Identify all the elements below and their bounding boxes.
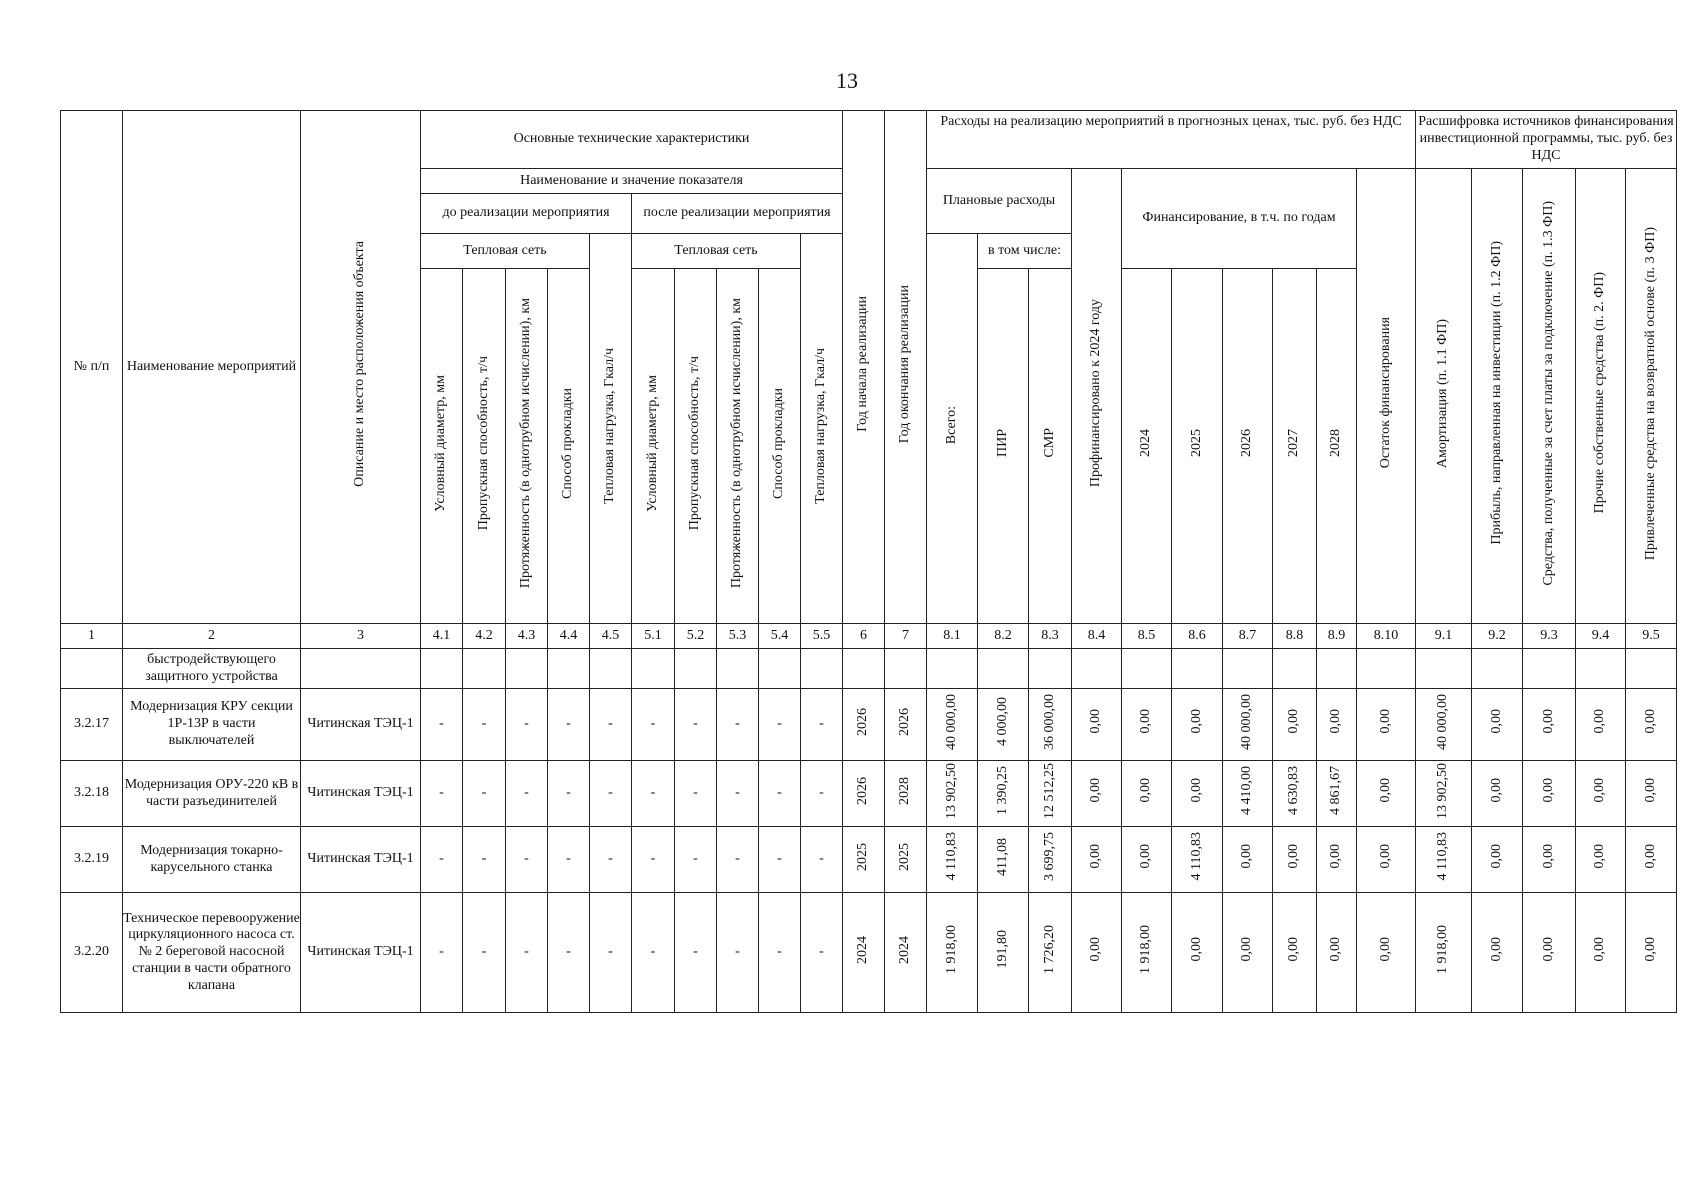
value-year-end: 2026: [885, 689, 927, 761]
tech-value: -: [801, 689, 843, 761]
column-number: 4.5: [590, 624, 632, 649]
column-number: 4.2: [463, 624, 506, 649]
value-remainder: 0,00: [1357, 893, 1416, 1013]
header-connection: Средства, полученные за счет платы за подключение (п. 1.3 ФП): [1523, 169, 1576, 624]
value-borrowed: 0,00: [1626, 689, 1677, 761]
table-row: [61, 827, 1677, 893]
tech-value: -: [801, 761, 843, 827]
header-incl: в том числе:: [978, 234, 1072, 269]
value-year-end: 2024: [885, 893, 927, 1013]
continuation-name: быстродействующего защитного устройства: [123, 649, 301, 689]
value-prefinanced: 0,00: [1072, 689, 1122, 761]
value-prefinanced: 0,00: [1072, 893, 1122, 1013]
header-smr: СМР: [1029, 269, 1072, 624]
value-total: 1 918,00: [927, 893, 978, 1013]
value-other-own: 0,00: [1576, 827, 1626, 893]
column-number: 8.10: [1357, 624, 1416, 649]
value-remainder: 0,00: [1357, 689, 1416, 761]
value-y2026: 0,00: [1223, 893, 1273, 1013]
value-connection: 0,00: [1523, 827, 1576, 893]
header-pir: ПИР: [978, 269, 1029, 624]
tech-value: -: [675, 689, 717, 761]
tech-value: -: [548, 761, 590, 827]
header-heat-load-before: Тепловая нагрузка, Гкал/ч: [590, 234, 632, 624]
row-name: Модернизация ОРУ-220 кВ в части разъединителей: [123, 761, 301, 827]
header-heat-network-after: Тепловая сеть: [632, 234, 801, 269]
tech-value: -: [675, 893, 717, 1013]
column-number: 9.5: [1626, 624, 1677, 649]
header-name: Наименование мероприятий: [123, 111, 301, 624]
value-y2027: 0,00: [1273, 893, 1317, 1013]
row-name: Техническое перевооружение циркуляционного насоса ст. № 2 береговой насосной станции в части обратного клапана: [123, 893, 301, 1013]
value-amort: 4 110,83: [1416, 827, 1472, 893]
header-diameter-before: Условный диаметр, мм: [421, 269, 463, 624]
header-indicator-group: Наименование и значение показателя: [421, 169, 843, 194]
tech-value: -: [632, 761, 675, 827]
value-prefinanced: 0,00: [1072, 761, 1122, 827]
row-name: Модернизация токарно-карусельного станка: [123, 827, 301, 893]
header-2025: 2025: [1172, 269, 1223, 624]
column-number: 8.4: [1072, 624, 1122, 649]
value-pir: 4 000,00: [978, 689, 1029, 761]
column-number: 8.1: [927, 624, 978, 649]
tech-value: -: [675, 761, 717, 827]
column-number: 8.2: [978, 624, 1029, 649]
column-number: 5.4: [759, 624, 801, 649]
header-expenses-group: Расходы на реализацию мероприятий в прогнозных ценах, тыс. руб. без НДС: [927, 111, 1416, 169]
value-pir: 1 390,25: [978, 761, 1029, 827]
column-number: 9.3: [1523, 624, 1576, 649]
header-location: Описание и место расположения объекта: [301, 111, 421, 624]
row-number: 3.2.20: [61, 893, 123, 1013]
value-profit: 0,00: [1472, 827, 1523, 893]
header-year-end: Год окончания реализации: [885, 111, 927, 624]
header-year-start: Год начала реализации: [843, 111, 885, 624]
value-y2027: 4 630,83: [1273, 761, 1317, 827]
tech-value: -: [421, 761, 463, 827]
tech-value: -: [463, 893, 506, 1013]
value-connection: 0,00: [1523, 893, 1576, 1013]
column-number: 1: [61, 624, 123, 649]
tech-value: -: [801, 827, 843, 893]
tech-value: -: [506, 689, 548, 761]
value-y2028: 0,00: [1317, 893, 1357, 1013]
value-smr: 1 726,20: [1029, 893, 1072, 1013]
investment-table: [60, 110, 1677, 1013]
column-number-row: [61, 624, 1677, 649]
value-y2025: 0,00: [1172, 893, 1223, 1013]
header-heat-load-after: Тепловая нагрузка, Гкал/ч: [801, 234, 843, 624]
header-2028: 2028: [1317, 269, 1357, 624]
header-before-group: до реализации мероприятия: [421, 194, 632, 234]
tech-value: -: [759, 827, 801, 893]
header-2024: 2024: [1122, 269, 1172, 624]
tech-value: -: [717, 893, 759, 1013]
value-remainder: 0,00: [1357, 761, 1416, 827]
header-capacity-after: Пропускная способность, т/ч: [675, 269, 717, 624]
table-row: [61, 689, 1677, 761]
column-number: 8.9: [1317, 624, 1357, 649]
header-laying-after: Способ прокладки: [759, 269, 801, 624]
value-year-start: 2026: [843, 761, 885, 827]
value-borrowed: 0,00: [1626, 761, 1677, 827]
value-y2026: 4 410,00: [1223, 761, 1273, 827]
column-number: 6: [843, 624, 885, 649]
header-planned: Плановые расходы: [927, 169, 1072, 234]
tech-value: -: [632, 827, 675, 893]
tech-value: -: [675, 827, 717, 893]
tech-value: -: [759, 689, 801, 761]
column-number: 5.3: [717, 624, 759, 649]
header-2027: 2027: [1273, 269, 1317, 624]
value-smr: 36 000,00: [1029, 689, 1072, 761]
row-number: 3.2.18: [61, 761, 123, 827]
value-total: 40 000,00: [927, 689, 978, 761]
tech-value: -: [421, 893, 463, 1013]
column-number: 7: [885, 624, 927, 649]
value-y2024: 0,00: [1122, 827, 1172, 893]
column-number: 4.1: [421, 624, 463, 649]
tech-value: -: [717, 761, 759, 827]
tech-value: -: [590, 761, 632, 827]
column-number: 8.5: [1122, 624, 1172, 649]
value-y2025: 0,00: [1172, 761, 1223, 827]
column-number: 9.4: [1576, 624, 1626, 649]
value-year-end: 2025: [885, 827, 927, 893]
column-number: 9.1: [1416, 624, 1472, 649]
tech-value: -: [759, 893, 801, 1013]
header-financing-years: Финансирование, в т.ч. по годам: [1122, 169, 1357, 269]
value-y2026: 0,00: [1223, 827, 1273, 893]
value-y2028: 0,00: [1317, 827, 1357, 893]
tech-value: -: [548, 827, 590, 893]
header-diameter-after: Условный диаметр, мм: [632, 269, 675, 624]
row-location: Читинская ТЭЦ-1: [301, 827, 421, 893]
header-remainder: Остаток финансирования: [1357, 169, 1416, 624]
tech-value: -: [506, 761, 548, 827]
tech-value: -: [506, 893, 548, 1013]
header-after-group: после реализации мероприятия: [632, 194, 843, 234]
value-y2025: 4 110,83: [1172, 827, 1223, 893]
value-y2024: 1 918,00: [1122, 893, 1172, 1013]
page-number: 13: [836, 68, 858, 93]
value-year-start: 2024: [843, 893, 885, 1013]
row-name: Модернизация КРУ секции 1Р-13Р в части выключателей: [123, 689, 301, 761]
tech-value: -: [548, 893, 590, 1013]
tech-value: -: [632, 893, 675, 1013]
column-number: 8.8: [1273, 624, 1317, 649]
tech-value: -: [590, 689, 632, 761]
header-borrowed: Привлеченные средства на возвратной основе (п. 3 ФП): [1626, 169, 1677, 624]
header-heat-network-before: Тепловая сеть: [421, 234, 590, 269]
value-total: 4 110,83: [927, 827, 978, 893]
value-amort: 13 902,50: [1416, 761, 1472, 827]
value-profit: 0,00: [1472, 893, 1523, 1013]
value-remainder: 0,00: [1357, 827, 1416, 893]
value-other-own: 0,00: [1576, 761, 1626, 827]
tech-value: -: [801, 893, 843, 1013]
tech-value: -: [590, 893, 632, 1013]
value-y2026: 40 000,00: [1223, 689, 1273, 761]
tech-value: -: [463, 827, 506, 893]
column-number: 5.1: [632, 624, 675, 649]
column-number: 5.5: [801, 624, 843, 649]
tech-value: -: [632, 689, 675, 761]
value-prefinanced: 0,00: [1072, 827, 1122, 893]
value-profit: 0,00: [1472, 761, 1523, 827]
tech-value: -: [506, 827, 548, 893]
table-cell: [301, 649, 421, 689]
tech-value: -: [463, 761, 506, 827]
value-total: 13 902,50: [927, 761, 978, 827]
header-amort: Амортизация (п. 1.1 ФП): [1416, 169, 1472, 624]
value-borrowed: 0,00: [1626, 827, 1677, 893]
value-y2027: 0,00: [1273, 689, 1317, 761]
table-cell: [61, 649, 123, 689]
column-number: 4.4: [548, 624, 590, 649]
table-row: [61, 761, 1677, 827]
row-location: Читинская ТЭЦ-1: [301, 761, 421, 827]
value-connection: 0,00: [1523, 689, 1576, 761]
value-year-start: 2025: [843, 827, 885, 893]
value-y2024: 0,00: [1122, 689, 1172, 761]
row-location: Читинская ТЭЦ-1: [301, 893, 421, 1013]
value-y2027: 0,00: [1273, 827, 1317, 893]
value-pir: 191,80: [978, 893, 1029, 1013]
value-amort: 40 000,00: [1416, 689, 1472, 761]
tech-value: -: [421, 689, 463, 761]
column-number: 2: [123, 624, 301, 649]
header-capacity-before: Пропускная способность, т/ч: [463, 269, 506, 624]
value-y2024: 0,00: [1122, 761, 1172, 827]
column-number: 5.2: [675, 624, 717, 649]
header-tech-group: Основные технические характеристики: [421, 111, 843, 169]
continuation-row: [61, 649, 1677, 689]
value-profit: 0,00: [1472, 689, 1523, 761]
value-y2028: 4 861,67: [1317, 761, 1357, 827]
value-amort: 1 918,00: [1416, 893, 1472, 1013]
column-number: 9.2: [1472, 624, 1523, 649]
header-sources-group: Расшифровка источников финансирования инвестиционной программы, тыс. руб. без НДС: [1416, 111, 1677, 169]
row-location: Читинская ТЭЦ-1: [301, 689, 421, 761]
column-number: 8.7: [1223, 624, 1273, 649]
tech-value: -: [548, 689, 590, 761]
column-number: 8.3: [1029, 624, 1072, 649]
value-y2028: 0,00: [1317, 689, 1357, 761]
value-connection: 0,00: [1523, 761, 1576, 827]
header-2026: 2026: [1223, 269, 1273, 624]
value-borrowed: 0,00: [1626, 893, 1677, 1013]
table-row: [61, 893, 1677, 1013]
row-number: 3.2.17: [61, 689, 123, 761]
value-year-end: 2028: [885, 761, 927, 827]
tech-value: -: [717, 689, 759, 761]
tech-value: -: [759, 761, 801, 827]
value-other-own: 0,00: [1576, 689, 1626, 761]
header-laying-before: Способ прокладки: [548, 269, 590, 624]
column-number: 8.6: [1172, 624, 1223, 649]
value-smr: 3 699,75: [1029, 827, 1072, 893]
value-y2025: 0,00: [1172, 689, 1223, 761]
value-other-own: 0,00: [1576, 893, 1626, 1013]
column-number: 4.3: [506, 624, 548, 649]
header-profit: Прибыль, направленная на инвестиции (п. 1.2 ФП): [1472, 169, 1523, 624]
header-total: Всего:: [927, 234, 978, 624]
row-number: 3.2.19: [61, 827, 123, 893]
tech-value: -: [463, 689, 506, 761]
tech-value: -: [421, 827, 463, 893]
header-prefinanced: Профинансировано к 2024 году: [1072, 169, 1122, 624]
header-length-before: Протяженность (в однотрубном исчислении), км: [506, 269, 548, 624]
tech-value: -: [717, 827, 759, 893]
value-pir: 411,08: [978, 827, 1029, 893]
tech-value: -: [590, 827, 632, 893]
header-length-after: Протяженность (в однотрубном исчислении), км: [717, 269, 759, 624]
value-year-start: 2026: [843, 689, 885, 761]
value-smr: 12 512,25: [1029, 761, 1072, 827]
header-other-own: Прочие собственные средства (п. 2. ФП): [1576, 169, 1626, 624]
header-no: № п/п: [61, 111, 123, 624]
column-number: 3: [301, 624, 421, 649]
